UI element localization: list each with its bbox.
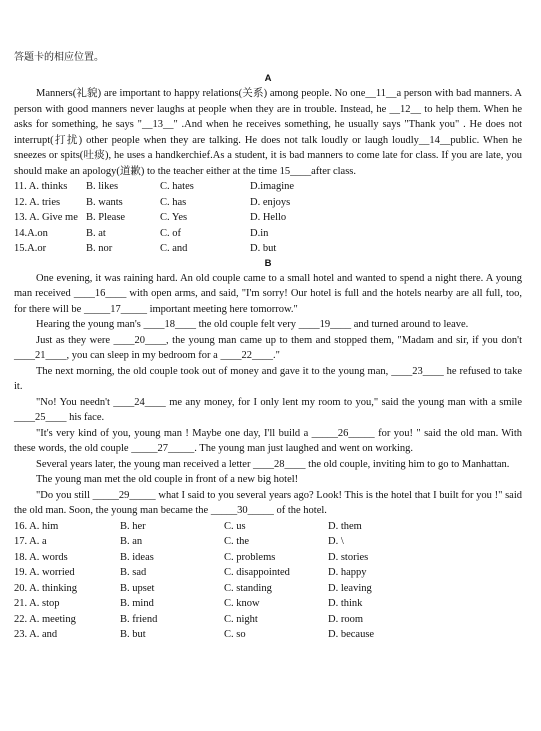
option-d[interactable]: D.imagine <box>250 181 295 192</box>
option-b[interactable]: B. at <box>86 227 106 239</box>
option-a[interactable]: 12. A. tries <box>14 196 61 208</box>
option-row <box>14 226 522 242</box>
option-row <box>14 596 522 612</box>
option-row <box>14 581 522 597</box>
option-d[interactable]: D. stories <box>328 551 369 563</box>
passage-a: Manners(礼貌) are important to happy relations(关系) among people. No one__11__a person with bad manners. A person with good manners never laughs at people when they are in trouble. Instead, he __12__ to help them. When he asks for something, he says "__13__" .And when he receives something, he usually says "Thank you" . He does not interrupt(打扰) other people when they are talking. He does not talk loudly or laugh loudly__14__public. When he sneezes or spits(吐痰), he uses a handkerchief.As a student, it is bad manners to come late for class. If you are late, you should make an apology(道歉) to the teacher either at the time 15____after class. <box>14 88 522 177</box>
exam-page <box>14 72 522 643</box>
option-d[interactable]: D. enjoys <box>250 196 291 208</box>
option-row <box>14 534 522 550</box>
option-d[interactable]: D. room <box>328 613 363 625</box>
option-c[interactable]: C. problems <box>224 551 276 563</box>
option-a[interactable]: 13. A. Give me <box>14 212 78 223</box>
option-d[interactable]: D. Hello <box>250 212 287 223</box>
option-d[interactable]: D. happy <box>328 567 367 578</box>
option-c[interactable]: C. has <box>160 196 187 208</box>
option-c[interactable]: C. Yes <box>160 212 188 223</box>
option-c[interactable]: C. know <box>224 598 260 609</box>
option-b[interactable]: B. her <box>120 520 146 532</box>
option-b[interactable]: B. upset <box>120 582 155 594</box>
option-d[interactable]: D. but <box>250 243 277 254</box>
option-a[interactable]: 16. A. him <box>14 520 59 532</box>
option-b[interactable]: B. ideas <box>120 551 154 563</box>
option-b[interactable]: B. likes <box>86 181 119 192</box>
option-row <box>14 179 522 195</box>
option-row <box>14 565 522 581</box>
top-note: 答题卡的相应位置。 <box>14 52 104 63</box>
option-c[interactable]: C. hates <box>160 181 194 192</box>
passage-b-paragraph: Hearing the young man's ____18____ the old couple felt very ____19____ and turned around to leave. <box>36 319 469 330</box>
passage-b-paragraph: Several years later, the young man received a letter ____28____ the old couple, inviting him to go to Manhattan. <box>36 458 510 470</box>
option-row <box>14 627 522 643</box>
option-a[interactable]: 15.A.or <box>14 243 47 254</box>
option-d[interactable]: D. leaving <box>328 582 372 594</box>
option-c[interactable]: C. us <box>224 520 246 532</box>
passage-b-paragraph: "It's very kind of you, young man ! Maybe one day, I'll build a _____26_____ for you! " said the old man. With these words, the old couple _____27_____. The young man just laughed and went on working. <box>14 427 522 454</box>
option-d[interactable]: D. think <box>328 598 363 609</box>
option-c[interactable]: C. and <box>160 243 188 254</box>
option-c[interactable]: C. of <box>160 227 181 239</box>
option-d[interactable]: D. \ <box>328 536 344 547</box>
option-b[interactable]: B. nor <box>86 243 113 254</box>
option-b[interactable]: B. Please <box>86 212 126 223</box>
option-c[interactable]: C. so <box>224 629 246 640</box>
option-b[interactable]: B. but <box>120 629 146 640</box>
option-a[interactable]: 19. A. worried <box>14 567 75 578</box>
option-c[interactable]: C. standing <box>224 582 272 594</box>
option-a[interactable]: 11. A. thinks <box>14 181 68 192</box>
option-d[interactable]: D. because <box>328 629 375 640</box>
option-row <box>14 519 522 535</box>
passage-b-paragraph: One evening, it was raining hard. An old couple came to a small hotel and wanted to spend a night there. A young man received ____16____ with open arms, and said, "I'm sorry! Our hotel is full and the hotels nearby are all full, too, for there will be _____17_____ important meeting here tomorrow." <box>14 272 522 315</box>
option-b[interactable]: B. sad <box>120 567 147 578</box>
option-row <box>14 612 522 628</box>
option-a[interactable]: 21. A. stop <box>14 598 60 609</box>
passage-b-paragraph: Just as they were ____20____, the young man came up to them and stopped them, "Madam and sir, if you don't ____21____, you can sleep in my bedroom for a ____22____." <box>14 334 522 361</box>
option-a[interactable]: 22. A. meeting <box>14 613 76 625</box>
option-c[interactable]: C. night <box>224 613 258 625</box>
option-d[interactable]: D.in <box>250 227 269 239</box>
option-c[interactable]: C. the <box>224 536 250 547</box>
option-a[interactable]: 17. A. a <box>14 536 47 547</box>
option-row <box>14 550 522 566</box>
passage-b-paragraph: "No! You needn't ____24____ me any money, for I only lent my room to you," said the young man with a smile ____25____ his face. <box>14 396 522 423</box>
option-a[interactable]: 23. A. and <box>14 629 58 640</box>
option-row <box>14 210 522 226</box>
section-a-label: A <box>264 73 272 84</box>
option-b[interactable]: B. friend <box>120 613 158 625</box>
passage-b-paragraph: The young man met the old couple in front of a new big hotel! <box>36 474 299 485</box>
option-b[interactable]: B. an <box>120 536 143 547</box>
passage-b-paragraph: "Do you still _____29_____ what I said to you several years ago? Look! This is the hotel that I built for you !" said the old man. Soon, the young man became the _____30_____ of the hotel. <box>14 489 522 516</box>
option-row <box>14 241 522 257</box>
option-a[interactable]: 18. A. words <box>14 551 68 563</box>
options-a <box>14 179 522 257</box>
option-a[interactable]: 20. A. thinking <box>14 582 78 594</box>
option-d[interactable]: D. them <box>328 520 362 532</box>
options-b <box>14 519 522 643</box>
option-row <box>14 195 522 211</box>
option-b[interactable]: B. wants <box>86 196 123 208</box>
passage-b-paragraph: The next morning, the old couple took out of money and gave it to the young man, ____23____ he refused to take it. <box>14 365 522 392</box>
section-b-label: B <box>264 257 272 269</box>
option-a[interactable]: 14.A.on <box>14 227 48 239</box>
option-b[interactable]: B. mind <box>120 598 154 609</box>
option-c[interactable]: C. disappointed <box>224 567 290 578</box>
